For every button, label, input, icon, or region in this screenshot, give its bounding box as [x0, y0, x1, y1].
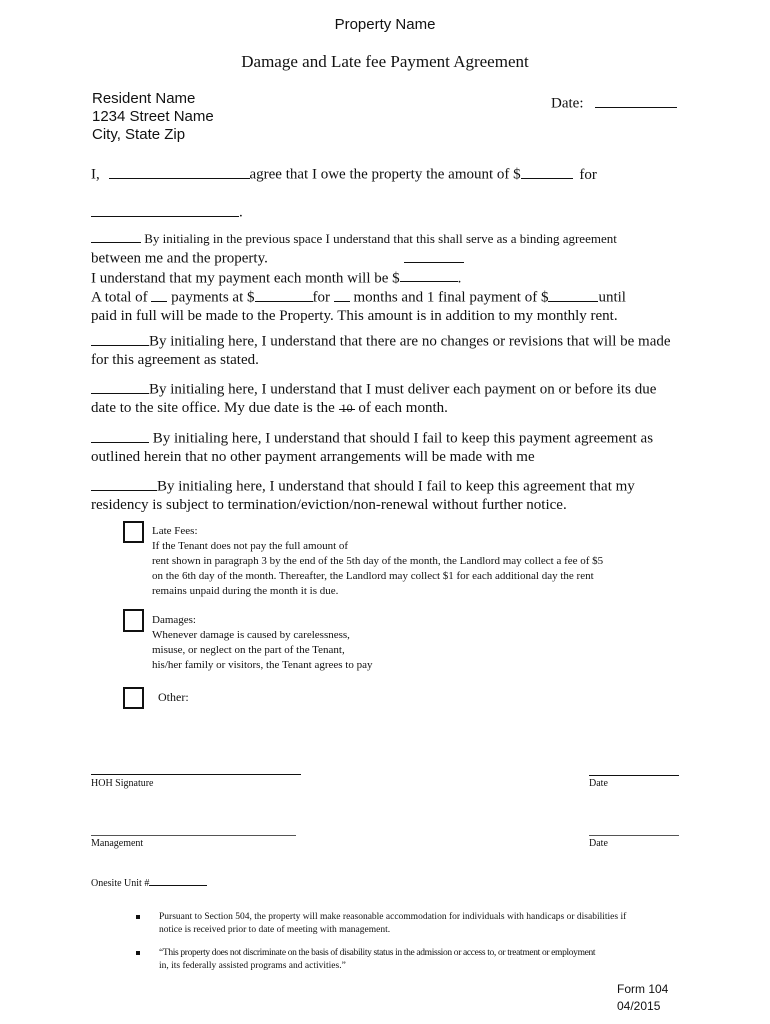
date-line-1[interactable]	[589, 775, 679, 776]
page-title: Damage and Late fee Payment Agreement	[241, 52, 529, 71]
management-signature-line[interactable]	[91, 835, 296, 836]
paragraph-5: By initialing here, I understand that should I fail to keep this agreement that my residency is subject to termination/eviction/non-renewal without further notice.	[91, 476, 635, 514]
blank[interactable]	[404, 248, 464, 263]
resident-street: 1234 Street Name	[92, 108, 214, 125]
hoh-signature-line[interactable]	[91, 774, 301, 775]
resident-city: City, State Zip	[92, 126, 186, 143]
final-payment-blank[interactable]	[548, 287, 598, 302]
initial-blank[interactable]	[91, 379, 149, 394]
notice-nondiscrimination: “This property does not discriminate on the basis of disability status in the admission or access to, or treatment or employment in, its federally assisted programs and activities.”	[159, 948, 596, 971]
initial-blank[interactable]	[91, 230, 141, 243]
initial-blank[interactable]	[91, 428, 149, 443]
property-name: Property Name	[334, 16, 436, 33]
hoh-signature-label: HOH Signature	[91, 778, 154, 789]
damages-section: Damages: Whenever damage is caused by carelessness, misuse, or neglect on the part of the Tenant, his/her family or visitors, the Tenant agrees to pay	[152, 614, 373, 671]
form-footer	[617, 981, 668, 1015]
resident-address	[92, 90, 214, 144]
payment-amount-blank[interactable]	[255, 287, 313, 302]
tenant-name-blank[interactable]	[109, 164, 250, 179]
monthly-payment-blank[interactable]	[400, 268, 458, 283]
notice-section-504: Pursuant to Section 504, the property will make reasonable accommodation for individuals with handicaps or disabilities if notice is received prior to date of meeting with management.	[159, 912, 627, 935]
reason-blank[interactable]	[91, 202, 239, 217]
onesite-unit: Onesite Unit #	[91, 875, 207, 889]
damages-checkbox[interactable]	[123, 609, 144, 632]
intro-line-2: .	[91, 202, 243, 222]
paragraph-2: By initialing here, I understand that there are no changes or revisions that will be made for this agreement as stated.	[91, 331, 671, 369]
paragraph-1: By initialing in the previous space I understand that this shall serve as a binding agreement between me and the property. I understand that my payment each month will be $ . A total of payments at $ for months and 1 final payment of $ until paid in full will be made to the Property. This amount is in addition to my monthly rent.	[91, 231, 626, 324]
date-label-1: Date	[589, 778, 608, 789]
initial-blank[interactable]	[91, 476, 157, 491]
bullet-icon	[136, 915, 140, 919]
date-field	[551, 93, 677, 113]
num-payments-blank[interactable]	[151, 287, 167, 302]
date-label-2: Date	[589, 838, 608, 849]
date-blank[interactable]	[595, 93, 677, 108]
other-checkbox[interactable]	[123, 687, 144, 709]
late-fees-section: Late Fees: If the Tenant does not pay the full amount of rent shown in paragraph 3 by the end of the 5th day of the month, the Landlord may collect a fee of $5 on the 6th day of the month. Thereafter, the Landlord may collect $1 for each additional day the rent remains unpaid during the month it is due.	[152, 525, 604, 597]
amount-blank[interactable]	[521, 164, 573, 179]
date-line-2[interactable]	[589, 835, 679, 836]
num-months-blank[interactable]	[334, 287, 350, 302]
other-label: Other:	[158, 690, 189, 704]
management-label: Management	[91, 838, 144, 849]
bullet-icon	[136, 951, 140, 955]
unit-blank[interactable]	[149, 875, 207, 886]
paragraph-3: By initialing here, I understand that I must deliver each payment on or before its due date to the site office. My due date is the 10 of each month.	[91, 379, 656, 417]
paragraph-4: By initialing here, I understand that should I fail to keep this payment agreement as outlined herein that no other payment arrangements will be made with me	[91, 428, 653, 466]
date-label: Date:	[551, 95, 584, 112]
form-date: 04/2015	[617, 999, 661, 1013]
initial-blank[interactable]	[91, 331, 149, 346]
form-number: Form 104	[617, 982, 669, 996]
intro-line: I, agree that I owe the property the amount of $ for	[91, 164, 597, 184]
resident-name: Resident Name	[92, 90, 196, 107]
late-fees-checkbox[interactable]	[123, 521, 144, 543]
due-day-field[interactable]: 10	[340, 400, 353, 415]
